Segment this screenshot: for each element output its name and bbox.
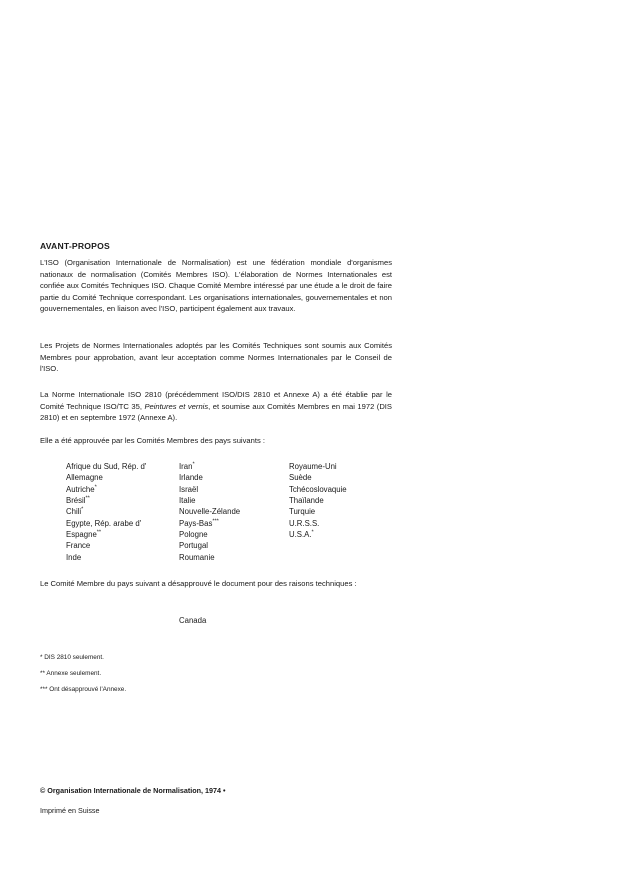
country-item	[289, 461, 347, 472]
copyright-notice: © Organisation Internationale de Normalisation, 1974 •	[40, 786, 226, 795]
country-item	[66, 461, 146, 472]
approval-intro: Elle a été approuvée par les Comités Membres des pays suivants :	[40, 436, 265, 445]
country-name: France	[66, 541, 91, 551]
footnote-mark: *	[192, 461, 195, 468]
country-list-column-1	[66, 461, 146, 563]
country-name: Italie	[179, 496, 196, 506]
footnote-mark: *	[94, 484, 97, 491]
country-item	[179, 552, 240, 563]
country-name: Turquie	[289, 507, 316, 517]
country-item	[66, 495, 146, 506]
country-item	[179, 529, 240, 540]
country-item	[66, 518, 146, 529]
country-name: Portugal	[179, 541, 209, 551]
country-name: Allemagne	[66, 473, 103, 483]
country-item	[66, 529, 146, 540]
country-name: Espagne	[66, 530, 97, 540]
country-item	[289, 529, 347, 540]
country-name: Irlande	[179, 473, 203, 483]
country-list-column-2	[179, 461, 240, 563]
country-name: Iran	[179, 462, 193, 471]
country-item	[179, 461, 240, 472]
country-item	[66, 540, 146, 551]
approval-process-paragraph: Les Projets de Normes Internationales adoptés par les Comités Techniques sont soumis aux Comités Membres pour approbation, avant leur acceptation comme Normes Internationales par le Conseil de l'ISO.	[40, 341, 392, 374]
country-item	[179, 495, 240, 506]
disapproval-paragraph: Le Comité Membre du pays suivant a désapprouvé le document pour des raisons techniques :	[40, 579, 357, 588]
country-name: Pologne	[179, 530, 208, 540]
country-item	[179, 472, 240, 483]
country-name: Nouvelle-Zélande	[179, 507, 241, 517]
country-name: Israël	[179, 484, 199, 494]
footnote-mark: **	[85, 495, 90, 502]
committee-title: Peintures et vernis	[144, 401, 209, 411]
standard-origin-paragraph	[40, 389, 392, 424]
disapproving-country: Canada	[179, 616, 207, 625]
footnote: * DIS 2810 seulement.	[40, 654, 104, 661]
country-item	[179, 518, 240, 529]
standard-origin-text-1: La Norme Internationale ISO 2810 (précédemment ISO/DIS 2810 et Annexe A) a été établie par le Comité Technique ISO/TC 35,	[40, 390, 392, 411]
country-item	[289, 518, 347, 529]
section-heading: AVANT-PROPOS	[40, 241, 110, 251]
country-name: Inde	[66, 552, 82, 562]
country-item	[289, 495, 347, 506]
country-item	[289, 472, 347, 483]
printed-in: Imprimé en Suisse	[40, 806, 100, 815]
country-item	[179, 540, 240, 551]
country-item	[289, 484, 347, 495]
country-item	[66, 506, 146, 517]
footnote: *** Ont désapprouvé l'Annexe.	[40, 686, 127, 693]
country-name: Chili	[66, 507, 82, 517]
country-name: Afrique du Sud, Rép. d'	[66, 462, 147, 471]
footnote-mark: ***	[212, 518, 219, 525]
country-name: Brésil	[66, 496, 86, 506]
footnotes	[40, 650, 126, 698]
country-item	[66, 472, 146, 483]
country-name: U.S.A.	[289, 530, 312, 540]
country-name: Royaume-Uni	[289, 462, 337, 471]
country-name: Suède	[289, 473, 312, 483]
country-name: Egypte, Rép. arabe d'	[66, 518, 142, 528]
footnote-mark: *	[81, 506, 84, 513]
country-name: Tchécoslovaquie	[289, 484, 347, 494]
country-name: U.R.S.S.	[289, 518, 320, 528]
footnote: ** Annexe seulement.	[40, 670, 102, 677]
country-item	[179, 506, 240, 517]
country-name: Pays-Bas	[179, 518, 213, 528]
intro-paragraph: L'ISO (Organisation Internationale de Normalisation) est une fédération mondiale d'organismes nationaux de normalisation (Comités Membres ISO). L'élaboration de Normes Internationales est confiée aux Comités Techniques ISO. Chaque Comité Membre intéressé par une étude a le droit de faire partie du Comité Technique correspondant. Les organisations internationales, gouvernementales et non gouvernementales, en liaison avec l'ISO, participent également aux travaux.	[40, 258, 392, 314]
country-item	[66, 484, 146, 495]
country-item	[289, 506, 347, 517]
footnote-mark: *	[311, 529, 314, 536]
country-name: Thaïlande	[289, 496, 324, 506]
standard-origin-text-2: , et soumise aux Comités Membres en mai 1972 (DIS 2810) et en septembre 1972 (Annexe A).	[40, 401, 392, 423]
country-item	[179, 484, 240, 495]
footnote-mark: **	[96, 529, 102, 536]
country-name: Roumanie	[179, 552, 215, 562]
country-list-column-3	[289, 461, 347, 540]
country-item	[66, 552, 146, 563]
country-name: Autriche	[66, 484, 95, 494]
